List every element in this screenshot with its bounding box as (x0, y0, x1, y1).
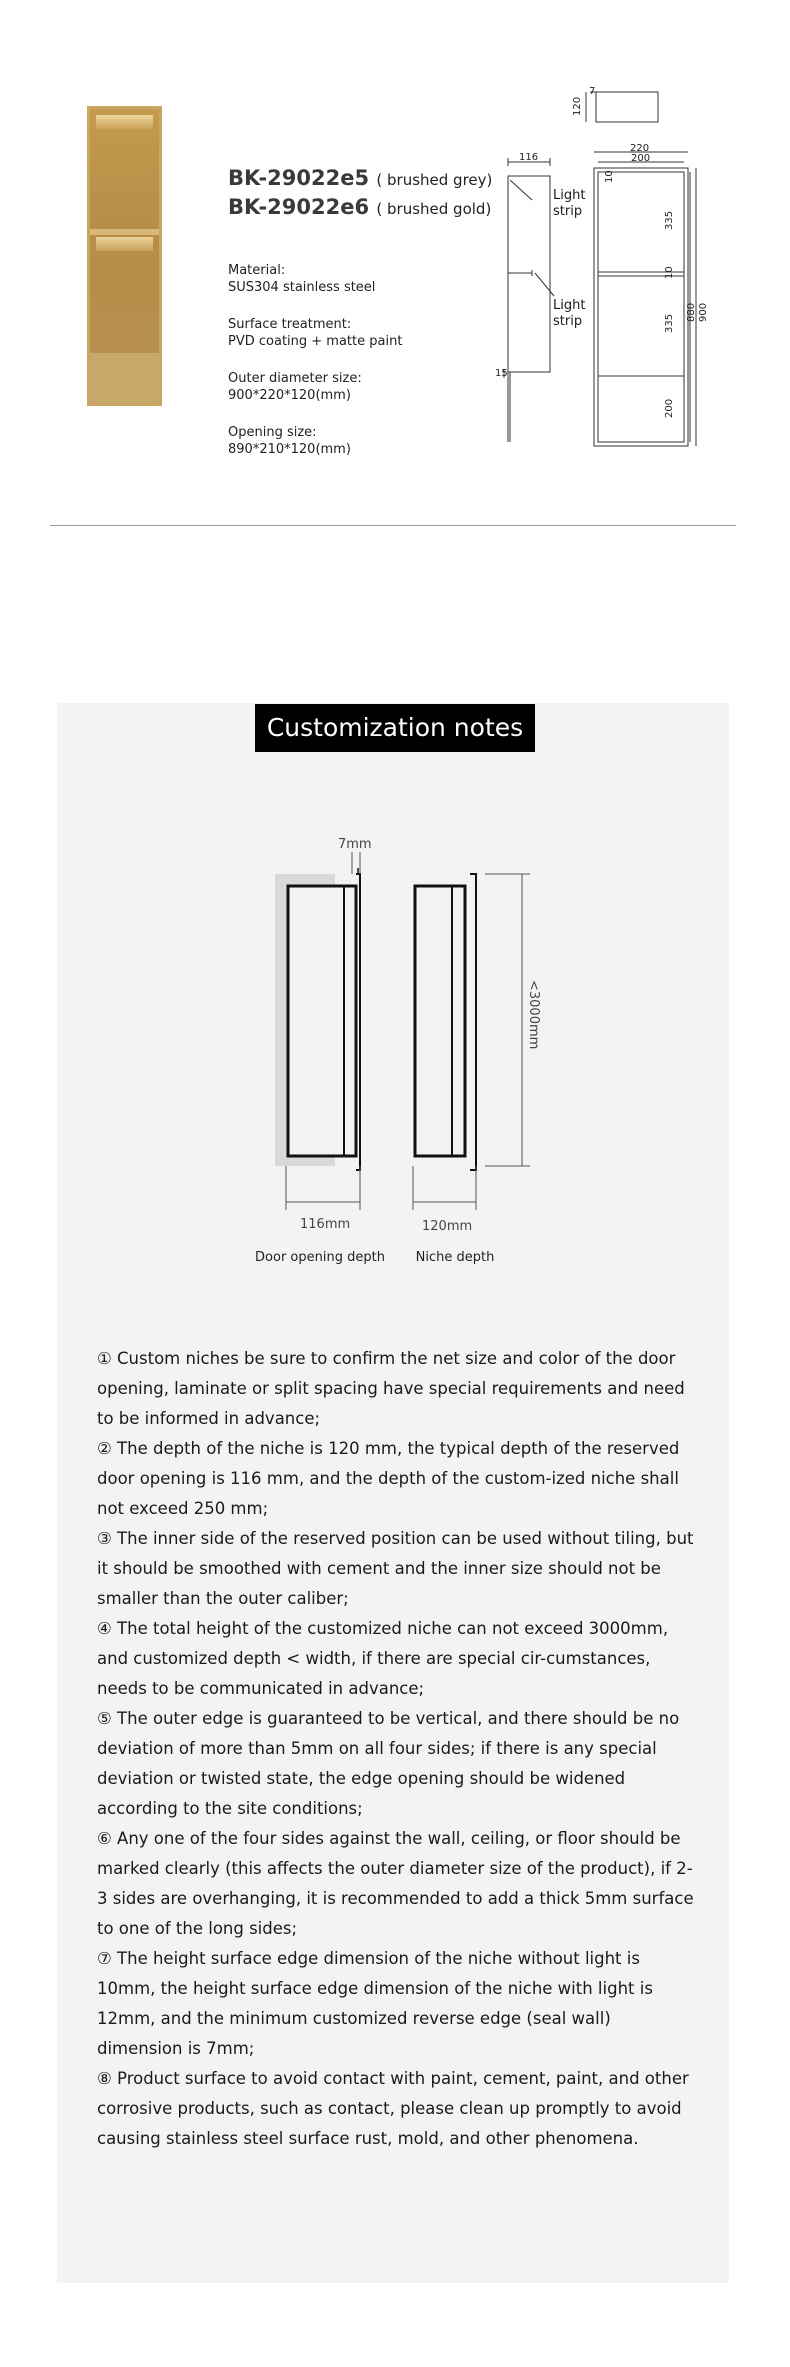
dim-335-lower: 335 (664, 313, 675, 333)
dim-200: 200 (664, 398, 675, 418)
note-item: ⑧ Product surface to avoid contact with paint, cement, paint, and other corrosive products, such as contact, please clean up promptly to avoid causing stainless steel surface rust, mold, and other phenomena. (97, 2069, 689, 2148)
customization-diagram (260, 830, 560, 1240)
customization-notes (97, 1344, 697, 2154)
spec-label: Outer diameter size: (228, 371, 362, 386)
note-item: ④ The total height of the customized niche can not exceed 3000mm, and customized depth < width, if there are special cir-cumstances, needs to be communicated in advance; (97, 1619, 669, 1698)
shelf-divider (90, 229, 159, 235)
model-finish: ( brushed gold) (376, 200, 492, 218)
model-title-2 (228, 195, 491, 219)
dim-335-upper: 335 (664, 210, 675, 230)
spec-value: 890*210*120(mm) (228, 442, 351, 457)
light-glow-top (96, 115, 153, 129)
spec-surface (228, 316, 402, 350)
spec-label: Material: (228, 263, 286, 278)
light-strip-label-2: Light strip (553, 298, 586, 329)
section-title: Customization notes (255, 704, 535, 752)
model-code: BK-29022e6 (228, 195, 370, 219)
side-view (508, 176, 550, 372)
spec-material (228, 262, 375, 296)
top-view-box (596, 92, 658, 122)
note-item: ② The depth of the niche is 120 mm, the typical depth of the reserved door opening is 116 mm, and the depth of the custom-ized niche shall not exceed 250 mm; (97, 1439, 680, 1518)
niche-base (90, 353, 159, 403)
note-item: ⑤ The outer edge is guaranteed to be vertical, and there should be no deviation of more than 5mm on all four sides; if there is any special deviation or twisted state, the edge opening should be widened according to the site conditions; (97, 1709, 680, 1818)
dim-side-15: 15 (495, 368, 508, 379)
dim-900: 900 (698, 302, 709, 322)
note-item: ⑦ The height surface edge dimension of the niche without light is 10mm, the height surface edge dimension of the niche with light is 12mm, and the minimum customized reverse edge (seal wall) dimension is 7mm; (97, 1949, 653, 2058)
model-code: BK-29022e5 (228, 166, 370, 190)
spec-label: Opening size: (228, 425, 317, 440)
section-divider (50, 525, 736, 526)
dim-top-7: 7 (589, 86, 596, 97)
product-photo (87, 106, 162, 406)
dim-width-200: 200 (631, 153, 651, 164)
model-finish: ( brushed grey) (376, 171, 493, 189)
max-height-label: <3000mm (526, 980, 541, 1050)
spec-value: SUS304 stainless steel (228, 280, 376, 295)
niche-profile (415, 886, 465, 1156)
spec-outer-size (228, 370, 362, 404)
spec-opening-size (228, 424, 351, 458)
door-depth-label: Door opening depth (255, 1250, 385, 1265)
dim-top-depth: 120 (572, 96, 583, 116)
dim-880: 880 (686, 302, 697, 322)
note-item: ⑥ Any one of the four sides against the wall, ceiling, or floor should be marked clearly (this affects the outer diameter size of the product), if 2-3 sides are overhanging, it is recommended to add a thick 5mm surface to one of the long sides; (97, 1829, 694, 1938)
dim-side-116: 116 (519, 152, 539, 163)
technical-drawing (490, 80, 730, 450)
note-item: ③ The inner side of the reserved position can be used without tiling, but it should be smoothed with cement and the inner size should not be smaller than the outer caliber; (97, 1529, 694, 1608)
spec-label: Surface treatment: (228, 317, 352, 332)
installed-niche (288, 886, 356, 1156)
niche-depth-value: 120mm (422, 1219, 473, 1234)
light-glow-middle (96, 237, 153, 251)
seal-7mm-label: 7mm (338, 837, 372, 852)
door-depth-value: 116mm (300, 1217, 351, 1232)
dim-10-mid: 10 (664, 266, 675, 279)
spec-value: PVD coating + matte paint (228, 334, 403, 349)
light-strip-label-1: Light strip (553, 188, 586, 219)
spec-value: 900*220*120(mm) (228, 388, 351, 403)
model-title-1 (228, 166, 492, 190)
dim-10-top: 10 (604, 170, 615, 183)
niche-depth-label: Niche depth (415, 1250, 495, 1265)
dim-width-220: 220 (630, 143, 650, 154)
note-item: ① Custom niches be sure to confirm the net size and color of the door opening, laminate or split spacing have special requirements and need to be informed in advance; (97, 1349, 685, 1428)
